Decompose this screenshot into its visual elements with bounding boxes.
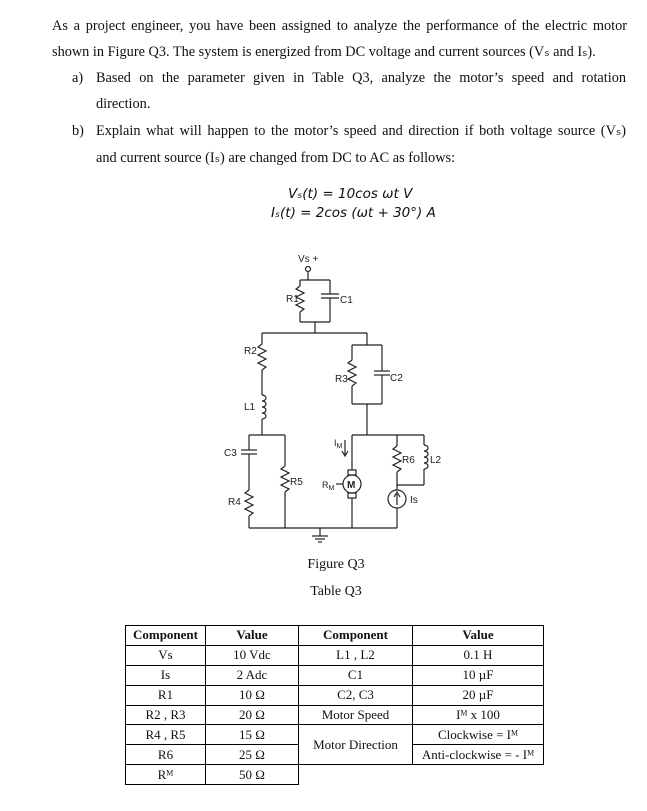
table-cell: Motor Direction: [299, 725, 413, 765]
vs-plus-label: Vs +: [298, 254, 319, 265]
question-a-label: a): [72, 70, 84, 86]
intro-line-2: shown in Figure Q3. The system is energized from DC voltage and current sources (Vₛ and Iₛ).: [52, 44, 596, 60]
r1-label: R1: [286, 294, 299, 305]
is-label: Is: [410, 495, 418, 506]
table-row: [126, 705, 544, 725]
table-header: Value: [206, 626, 299, 646]
table-header: Component: [126, 626, 206, 646]
im-label: $I_M$: [334, 438, 343, 450]
table-cell: L1 , L2: [299, 645, 413, 665]
r4-resistor: [245, 490, 253, 516]
table-row: [126, 665, 544, 685]
table-cell: 50 Ω: [206, 765, 299, 785]
rm-label: $R_M$: [322, 480, 335, 492]
table-cell: C2, C3: [299, 685, 413, 705]
table-row: [126, 645, 544, 665]
question-b-line-2: and current source (Iₛ) are changed from DC to AC as follows:: [96, 150, 456, 166]
table-row: [126, 685, 544, 705]
current-source: [388, 490, 406, 508]
c3-label: C3: [224, 448, 237, 459]
table-cell: R4 , R5: [126, 725, 206, 745]
l2-inductor: [424, 445, 428, 469]
table-cell: 25 Ω: [206, 745, 299, 765]
vs-terminal: [306, 267, 311, 272]
table-row: [126, 725, 544, 745]
equation-vs: Vₛ(t) = 10cos ωt V: [288, 186, 413, 202]
r3-resistor: [348, 360, 356, 386]
question-b-label: b): [72, 123, 84, 139]
intro-line-1: As a project engineer, you have been assigned to analyze the performance of the electric motor: [52, 18, 627, 34]
question-a-line-1: Based on the parameter given in Table Q3, analyze the motor’s speed and rotation: [96, 70, 626, 86]
figure-caption: Figure Q3: [307, 557, 365, 572]
table-cell: 10 Vdc: [206, 645, 299, 665]
table-cell: Anti-clockwise = - Iᴹ: [413, 745, 544, 765]
table-caption: Table Q3: [310, 584, 362, 599]
table-cell: [413, 765, 544, 785]
table-cell: Rᴹ: [126, 765, 206, 785]
parameter-table: [125, 625, 544, 785]
r2-resistor: [258, 344, 266, 370]
table-cell: R1: [126, 685, 206, 705]
r2-label: R2: [244, 346, 257, 357]
table-cell: 15 Ω: [206, 725, 299, 745]
table-cell: Motor Speed: [299, 705, 413, 725]
table-row: [126, 765, 544, 785]
r6-resistor: [393, 446, 401, 472]
table-cell: 20 Ω: [206, 705, 299, 725]
table-cell: 10 Ω: [206, 685, 299, 705]
table-cell: 10 µF: [413, 665, 544, 685]
table-header: Value: [413, 626, 544, 646]
table-cell: C1: [299, 665, 413, 685]
l2-label: L2: [430, 455, 442, 466]
question-a-line-2: direction.: [96, 96, 151, 112]
table-cell: R6: [126, 745, 206, 765]
r1-resistor: [296, 286, 304, 312]
r4-label: R4: [228, 497, 241, 508]
c1-label: C1: [340, 295, 353, 306]
table-header-row: [126, 626, 544, 646]
table-cell: [299, 765, 413, 785]
r6-label: R6: [402, 455, 415, 466]
motor-label: M: [347, 480, 356, 491]
equation-is: Iₛ(t) = 2cos (ωt + 30°) A: [271, 205, 436, 221]
r5-label: R5: [290, 477, 303, 488]
table-header: Component: [299, 626, 413, 646]
table-cell: R2 , R3: [126, 705, 206, 725]
table-cell: Clockwise = Iᴹ: [413, 725, 544, 745]
question-b-line-1: Explain what will happen to the motor’s speed and direction if both voltage source (Vₛ): [96, 123, 626, 139]
table-cell: Iᴹ x 100: [413, 705, 544, 725]
table-cell: 0.1 H: [413, 645, 544, 665]
table-cell: Vs: [126, 645, 206, 665]
table-cell: 2 Adc: [206, 665, 299, 685]
table-cell: Is: [126, 665, 206, 685]
l1-label: L1: [244, 402, 256, 413]
r3-label: R3: [335, 374, 348, 385]
l1-inductor: [262, 395, 266, 419]
motor-symbol: [343, 475, 361, 493]
c2-label: C2: [390, 373, 403, 384]
table-cell: 20 µF: [413, 685, 544, 705]
r5-resistor: [281, 466, 289, 492]
